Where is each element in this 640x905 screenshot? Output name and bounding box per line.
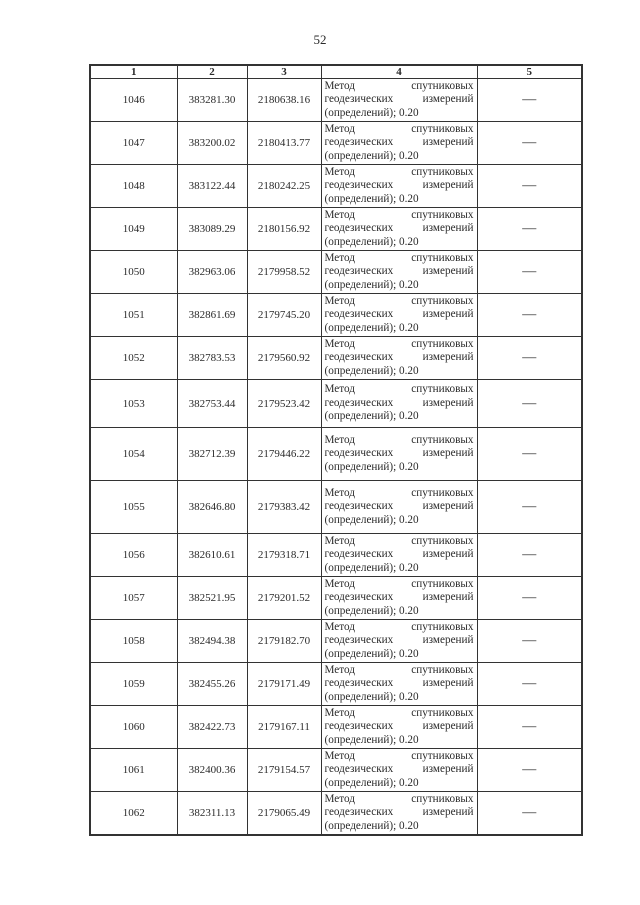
method-cell: Метод спутниковых геодезических измерений (определений); 0.20: [321, 79, 477, 122]
method-cell: Метод спутниковых геодезических измерений (определений); 0.20: [321, 749, 477, 792]
point-number-cell: 1059: [90, 663, 177, 706]
column-5-cell: —: [477, 706, 582, 749]
column-5-cell: —: [477, 749, 582, 792]
point-number-cell: 1058: [90, 620, 177, 663]
method-cell: Метод спутниковых геодезических измерений (определений); 0.20: [321, 165, 477, 208]
point-number-cell: 1049: [90, 208, 177, 251]
method-cell: Метод спутниковых геодезических измерений (определений); 0.20: [321, 792, 477, 835]
x-coordinate-cell: 382422.73: [177, 706, 247, 749]
y-coordinate-cell: 2180638.16: [247, 79, 321, 122]
table-row: [90, 122, 582, 165]
point-number-cell: 1046: [90, 79, 177, 122]
y-coordinate-cell: 2179154.57: [247, 749, 321, 792]
point-number-cell: 1062: [90, 792, 177, 835]
point-number-cell: 1055: [90, 481, 177, 534]
y-coordinate-cell: 2179958.52: [247, 251, 321, 294]
table-row: [90, 620, 582, 663]
coordinates-table: [89, 64, 583, 836]
column-5-cell: —: [477, 208, 582, 251]
x-coordinate-cell: 383089.29: [177, 208, 247, 251]
table-row: [90, 706, 582, 749]
table-row: [90, 79, 582, 122]
header-col-3: 3: [247, 65, 321, 79]
column-5-cell: —: [477, 577, 582, 620]
table-row: [90, 337, 582, 380]
x-coordinate-cell: 382712.39: [177, 428, 247, 481]
x-coordinate-cell: 383122.44: [177, 165, 247, 208]
column-5-cell: —: [477, 122, 582, 165]
x-coordinate-cell: 382610.61: [177, 534, 247, 577]
table-row: [90, 380, 582, 428]
y-coordinate-cell: 2180413.77: [247, 122, 321, 165]
header-col-1: 1: [90, 65, 177, 79]
x-coordinate-cell: 382646.80: [177, 481, 247, 534]
y-coordinate-cell: 2179182.70: [247, 620, 321, 663]
point-number-cell: 1056: [90, 534, 177, 577]
y-coordinate-cell: 2180242.25: [247, 165, 321, 208]
header-col-5: 5: [477, 65, 582, 79]
y-coordinate-cell: 2179745.20: [247, 294, 321, 337]
method-cell: Метод спутниковых геодезических измерений (определений); 0.20: [321, 663, 477, 706]
table-row: [90, 428, 582, 481]
method-cell: Метод спутниковых геодезических измерений (определений); 0.20: [321, 380, 477, 428]
x-coordinate-cell: 382311.13: [177, 792, 247, 835]
column-5-cell: —: [477, 294, 582, 337]
y-coordinate-cell: 2179171.49: [247, 663, 321, 706]
table-row: [90, 251, 582, 294]
y-coordinate-cell: 2179523.42: [247, 380, 321, 428]
point-number-cell: 1061: [90, 749, 177, 792]
point-number-cell: 1054: [90, 428, 177, 481]
y-coordinate-cell: 2179383.42: [247, 481, 321, 534]
page-number: 52: [313, 32, 327, 47]
column-5-cell: —: [477, 380, 582, 428]
column-5-cell: —: [477, 663, 582, 706]
method-cell: Метод спутниковых геодезических измерений (определений); 0.20: [321, 481, 477, 534]
y-coordinate-cell: 2179065.49: [247, 792, 321, 835]
x-coordinate-cell: 382963.06: [177, 251, 247, 294]
method-cell: Метод спутниковых геодезических измерений (определений); 0.20: [321, 294, 477, 337]
method-cell: Метод спутниковых геодезических измерений (определений); 0.20: [321, 534, 477, 577]
x-coordinate-cell: 383281.30: [177, 79, 247, 122]
point-number-cell: 1050: [90, 251, 177, 294]
table-row: [90, 577, 582, 620]
table-row: [90, 208, 582, 251]
table-row: [90, 792, 582, 835]
column-5-cell: —: [477, 620, 582, 663]
method-cell: Метод спутниковых геодезических измерений (определений); 0.20: [321, 706, 477, 749]
method-cell: Метод спутниковых геодезических измерений (определений); 0.20: [321, 577, 477, 620]
x-coordinate-cell: 383200.02: [177, 122, 247, 165]
y-coordinate-cell: 2179167.11: [247, 706, 321, 749]
x-coordinate-cell: 382783.53: [177, 337, 247, 380]
column-5-cell: —: [477, 165, 582, 208]
method-cell: Метод спутниковых геодезических измерений (определений); 0.20: [321, 620, 477, 663]
y-coordinate-cell: 2179318.71: [247, 534, 321, 577]
method-cell: Метод спутниковых геодезических измерений (определений); 0.20: [321, 428, 477, 481]
method-cell: Метод спутниковых геодезических измерений (определений); 0.20: [321, 251, 477, 294]
column-5-cell: —: [477, 534, 582, 577]
y-coordinate-cell: 2179201.52: [247, 577, 321, 620]
column-5-cell: —: [477, 481, 582, 534]
point-number-cell: 1053: [90, 380, 177, 428]
table-row: [90, 481, 582, 534]
method-cell: Метод спутниковых геодезических измерений (определений); 0.20: [321, 122, 477, 165]
table-row: [90, 165, 582, 208]
point-number-cell: 1052: [90, 337, 177, 380]
table-row: [90, 663, 582, 706]
x-coordinate-cell: 382861.69: [177, 294, 247, 337]
method-cell: Метод спутниковых геодезических измерений (определений); 0.20: [321, 208, 477, 251]
header-row: [90, 65, 582, 79]
x-coordinate-cell: 382400.36: [177, 749, 247, 792]
table-row: [90, 749, 582, 792]
x-coordinate-cell: 382455.26: [177, 663, 247, 706]
y-coordinate-cell: 2179560.92: [247, 337, 321, 380]
table-row: [90, 534, 582, 577]
header-col-4: 4: [321, 65, 477, 79]
x-coordinate-cell: 382753.44: [177, 380, 247, 428]
point-number-cell: 1051: [90, 294, 177, 337]
y-coordinate-cell: 2180156.92: [247, 208, 321, 251]
x-coordinate-cell: 382494.38: [177, 620, 247, 663]
point-number-cell: 1048: [90, 165, 177, 208]
point-number-cell: 1060: [90, 706, 177, 749]
y-coordinate-cell: 2179446.22: [247, 428, 321, 481]
table-row: [90, 294, 582, 337]
column-5-cell: —: [477, 792, 582, 835]
column-5-cell: —: [477, 251, 582, 294]
header-col-2: 2: [177, 65, 247, 79]
x-coordinate-cell: 382521.95: [177, 577, 247, 620]
point-number-cell: 1047: [90, 122, 177, 165]
column-5-cell: —: [477, 428, 582, 481]
method-cell: Метод спутниковых геодезических измерений (определений); 0.20: [321, 337, 477, 380]
column-5-cell: —: [477, 79, 582, 122]
column-5-cell: —: [477, 337, 582, 380]
point-number-cell: 1057: [90, 577, 177, 620]
